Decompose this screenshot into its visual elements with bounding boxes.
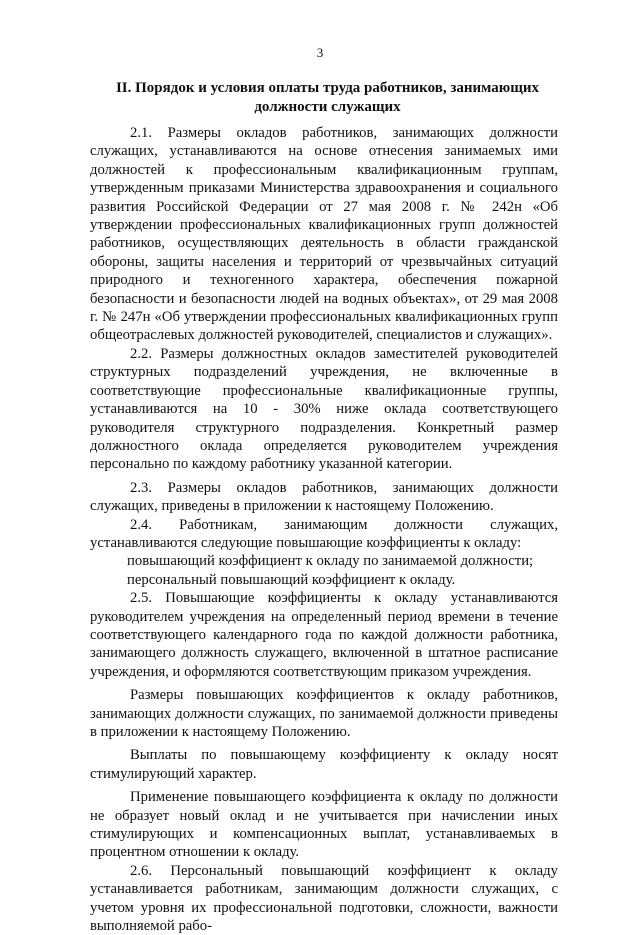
paragraph-coefficient-sizes: Размеры повышающих коэффициентов к окладу работников, занимающих должности служащих, по занимаемой должности приведены в приложении к настоящему Положению. <box>90 687 558 740</box>
paragraph-2-1: 2.1. Размеры окладов работников, занимающих должности служащих, устанавливаются на основе отнесения занимаемых ими должностей к профессиональным квалификационным группам, утвержденным приказами Министерства здравоохранения и социального развития Российской Федерации от 27 мая 2008 г. № 242н «Об утверждении профессиональных квалификационных групп должностей работников, осуществляющих деятельность в области гражданской обороны, защиты населения и территорий от чрезвычайных ситуаций природного и техногенного характера, обеспечения пожарной безопасности и безопасности людей на водных объектах», от 29 мая 2008 г. № 247н «Об утверждении профессиональных квалификационных групп общеотраслевых должностей руководителей, специалистов и служащих». <box>90 125 558 344</box>
paragraph-2-3: 2.3. Размеры окладов работников, занимающих должности служащих, приведены в приложении к настоящему Положению. <box>90 479 558 515</box>
list-item-position-coefficient: повышающий коэффициент к окладу по занимаемой должности; <box>127 553 534 570</box>
paragraph-2-6: 2.6. Персональный повышающий коэффициент к окладу устанавливается работникам, занимающим должности служащих, с учетом уровня их профессиональной подготовки, сложности, важности выполняемой рабо- <box>90 862 558 935</box>
paragraph-2-2: 2.2. Размеры должностных окладов заместителей руководителей структурных подразделений учреждения, не включенные в соответствующие профессиональные квалификационные группы, устанавливаются на 10 - 30% ниже оклада соответствующего руководителя структурного подразделения. Конкретный размер должностного оклада определяется руководителем учреждения персонально по каждому работнику указанной категории. <box>90 345 558 473</box>
paragraph-payments-stimulating: Выплаты по повышающему коэффициенту к окладу носят стимулирующий характер. <box>90 747 558 782</box>
paragraph-coefficient-application: Применение повышающего коэффициента к окладу по должности не образует новый оклад и не учитывается при начислении иных стимулирующих и компенсационных выплат, устанавливаемых в процентном отношении к окладу. <box>90 789 558 861</box>
section-title: II. Порядок и условия оплаты труда работников, занимающих должности служащих <box>115 80 540 115</box>
document-body <box>90 124 558 935</box>
page-number: 3 <box>316 45 324 60</box>
paragraph-2-5: 2.5. Повышающие коэффициенты к окладу устанавливаются руководителем учреждения на определенный период времени в течение соответствующего календарного года по каждой должности работника, занимающего должность служащего, включенной в штатное расписание учреждения, и оформляются соответствующим приказом учреждения. <box>90 590 558 680</box>
list-item-personal-coefficient: персональный повышающий коэффициент к окладу. <box>127 571 456 588</box>
paragraph-2-4: 2.4. Работникам, занимающим должности служащих, устанавливаются следующие повышающие коэффициенты к окладу: <box>90 516 558 551</box>
